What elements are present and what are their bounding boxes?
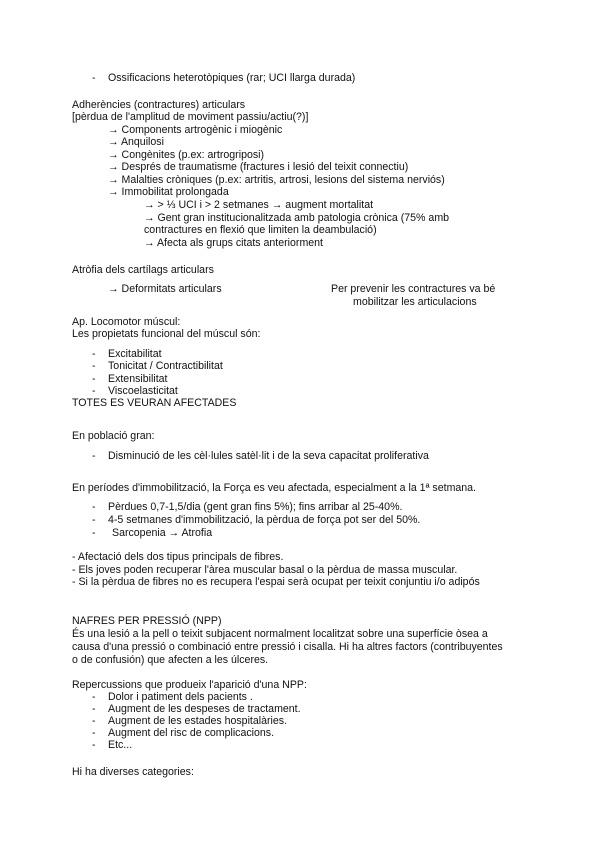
locomotor-intro: Les propietats funcional del múscul són: xyxy=(72,328,261,340)
locomotor-summary: TOTES ES VEURAN AFECTADES xyxy=(72,397,237,409)
repercussion-item: Etc... xyxy=(108,739,133,751)
locomotor-title: Ap. Locomotor múscul: xyxy=(72,316,181,328)
list-bullet: - xyxy=(92,691,96,703)
cause-item: → Anquilosi xyxy=(108,136,164,148)
nafres-definition: o de confusión) que afecten a les úlceres. xyxy=(72,654,269,666)
list-bullet: - xyxy=(92,739,96,751)
subcause-item: → Afecta als grups citats anteriorment xyxy=(144,237,323,249)
poblacio-gran-title: En població gran: xyxy=(72,430,155,442)
list-bullet: - xyxy=(92,450,96,462)
property-item: Tonicitat / Contractibilitat xyxy=(108,360,223,372)
atrofia-title: Atròfia dels cartílags articulars xyxy=(72,264,214,276)
fibres-line: - Els joves poden recuperar l'àrea muscular basal o la pèrdua de massa muscular. xyxy=(72,564,458,576)
cause-item: → Després de traumatisme (fractures i lesió del teixit connectiu) xyxy=(108,161,409,173)
adherencies-subtitle: [pèrdua de l'amplitud de moviment passiu/actiu(?)] xyxy=(72,111,309,123)
cause-item: → Congènites (p.ex: artrogriposi) xyxy=(108,149,265,161)
immobilitzacio-item: Sarcopenia → Atrofia xyxy=(112,527,213,539)
immobilitzacio-item: Pèrdues 0,7-1,5/dia (gent gran fins 5%); fins arribar al 25-40%. xyxy=(108,501,403,513)
subcause-item: contractures en flexió que limiten la deambulació) xyxy=(144,224,377,236)
poblacio-gran-item: Disminució de les cèl·lules satèl·lit i de la seva capacitat proliferativa xyxy=(108,450,429,462)
atrofia-item: → Deformitats articulars xyxy=(108,283,222,295)
list-bullet: - xyxy=(92,514,96,526)
fibres-line: - Si la pèrdua de fibres no es recupera l'espai serà ocupat per teixit conjuntiu i/o adipós xyxy=(72,576,480,588)
ossificacions-item: Ossificacions heterotòpiques (rar; UCI llarga durada) xyxy=(108,72,356,84)
nafres-definition: causa d'una pressió o combinació entre pressió i cisalla. Hi ha altres factors (contribuyentes xyxy=(72,641,503,653)
list-bullet: - xyxy=(92,348,96,360)
cause-item: → Components artrogènic i miogènic xyxy=(108,124,283,136)
list-bullet: - xyxy=(92,501,96,513)
property-item: Viscoelasticitat xyxy=(108,385,178,397)
prevention-note-line2: mobilitzar les articulacions xyxy=(353,296,477,308)
repercussion-item: Augment del risc de complicacions. xyxy=(108,727,275,739)
immobilitzacio-intro: En períodes d'immobilització, la Força es veu afectada, especialment a la 1ª setmana. xyxy=(72,482,477,494)
list-bullet: - xyxy=(92,715,96,727)
list-bullet: - xyxy=(92,727,96,739)
list-bullet: - xyxy=(92,703,96,715)
cause-item: → Malalties cròniques (p.ex: artritis, artrosi, lesions del sistema nerviós) xyxy=(108,174,445,186)
subcause-item: → > ⅓ UCI i > 2 setmanes → augment mortalitat xyxy=(144,199,374,211)
list-bullet: - xyxy=(92,360,96,372)
property-item: Excitabilitat xyxy=(108,348,162,360)
list-bullet: - xyxy=(92,385,96,397)
cause-item: → Immobilitat prolongada xyxy=(108,186,229,198)
repercussions-title: Repercussions que produeix l'aparició d'una NPP: xyxy=(72,679,307,691)
adherencies-title: Adherències (contractures) articulars xyxy=(72,99,246,111)
list-bullet: - xyxy=(92,527,96,539)
prevention-note-line1: Per prevenir les contractures va bé xyxy=(331,283,496,295)
fibres-line: - Afectació dels dos tipus principals de fibres. xyxy=(72,551,284,563)
repercussion-item: Dolor i patiment dels pacients . xyxy=(108,691,253,703)
repercussion-item: Augment de les despeses de tractament. xyxy=(108,703,301,715)
list-bullet: - xyxy=(92,72,96,84)
list-bullet: - xyxy=(92,373,96,385)
categories-line: Hi ha diverses categories: xyxy=(72,766,194,778)
immobilitzacio-item: 4-5 setmanes d'immobilització, la pèrdua de força pot ser del 50%. xyxy=(108,514,421,526)
nafres-title: NAFRES PER PRESSIÓ (NPP) xyxy=(72,615,222,627)
property-item: Extensibilitat xyxy=(108,373,168,385)
subcause-item: → Gent gran institucionalitzada amb patologia crònica (75% amb xyxy=(144,212,450,224)
nafres-definition: És una lesió a la pell o teixit subjacent normalment localitzat sobre una superfície òsea a xyxy=(72,628,488,640)
repercussion-item: Augment de les estades hospitalàries. xyxy=(108,715,288,727)
